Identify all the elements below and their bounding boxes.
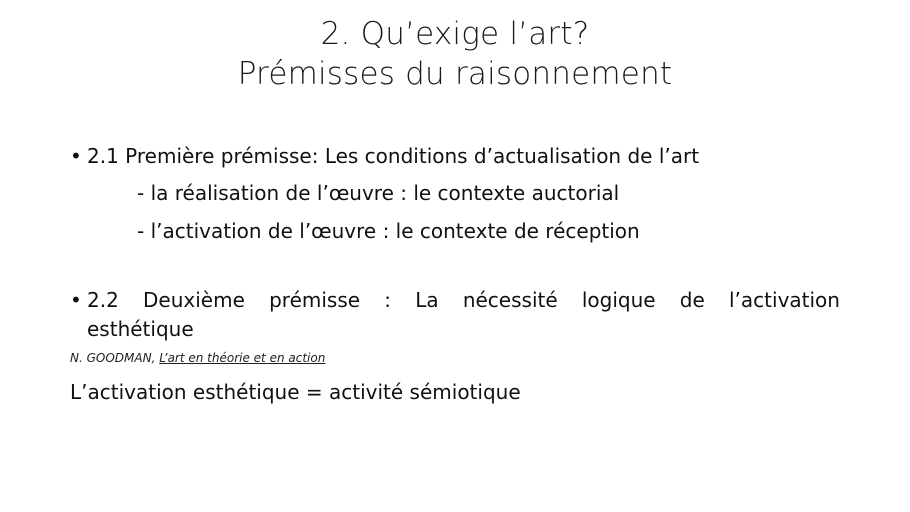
- title-line-2: Prémisses du raisonnement: [237, 56, 673, 92]
- word: nécessité: [462, 288, 558, 312]
- bullet-point-2-line-2: esthétique: [87, 317, 194, 341]
- word: La: [415, 288, 439, 312]
- word: Deuxième: [143, 288, 245, 312]
- sub-item-activation: - l’activation de l’œuvre : le contexte de réception: [137, 219, 640, 243]
- reference-citation: [70, 350, 325, 366]
- word: prémisse: [269, 288, 361, 312]
- sub-item-realisation: - la réalisation de l’œuvre : le contexte auctorial: [137, 181, 620, 205]
- slide-title: [0, 14, 910, 94]
- bullet-point-2-text: [87, 286, 840, 344]
- bullet-point-2-line-1: [87, 286, 840, 315]
- word: de: [679, 288, 705, 312]
- title-line-1: 2. Qu’exige l’art?: [320, 16, 590, 52]
- bullet-icon: •: [70, 144, 82, 168]
- word: :: [384, 288, 392, 312]
- reference-book-title: L’art en théorie et en action: [159, 351, 326, 365]
- bullet-icon: •: [70, 288, 82, 312]
- bullet-point-1-text: 2.1 Première prémisse: Les conditions d’actualisation de l’art: [87, 144, 700, 168]
- word: logique: [581, 288, 656, 312]
- activation-statement: L’activation esthétique = activité sémiotique: [70, 380, 521, 404]
- bullet-point-2: [70, 286, 840, 344]
- word: l’activation: [729, 288, 840, 312]
- bullet-point-1: [70, 142, 840, 171]
- reference-author: N. GOODMAN,: [70, 351, 156, 365]
- word: 2.2: [87, 288, 119, 312]
